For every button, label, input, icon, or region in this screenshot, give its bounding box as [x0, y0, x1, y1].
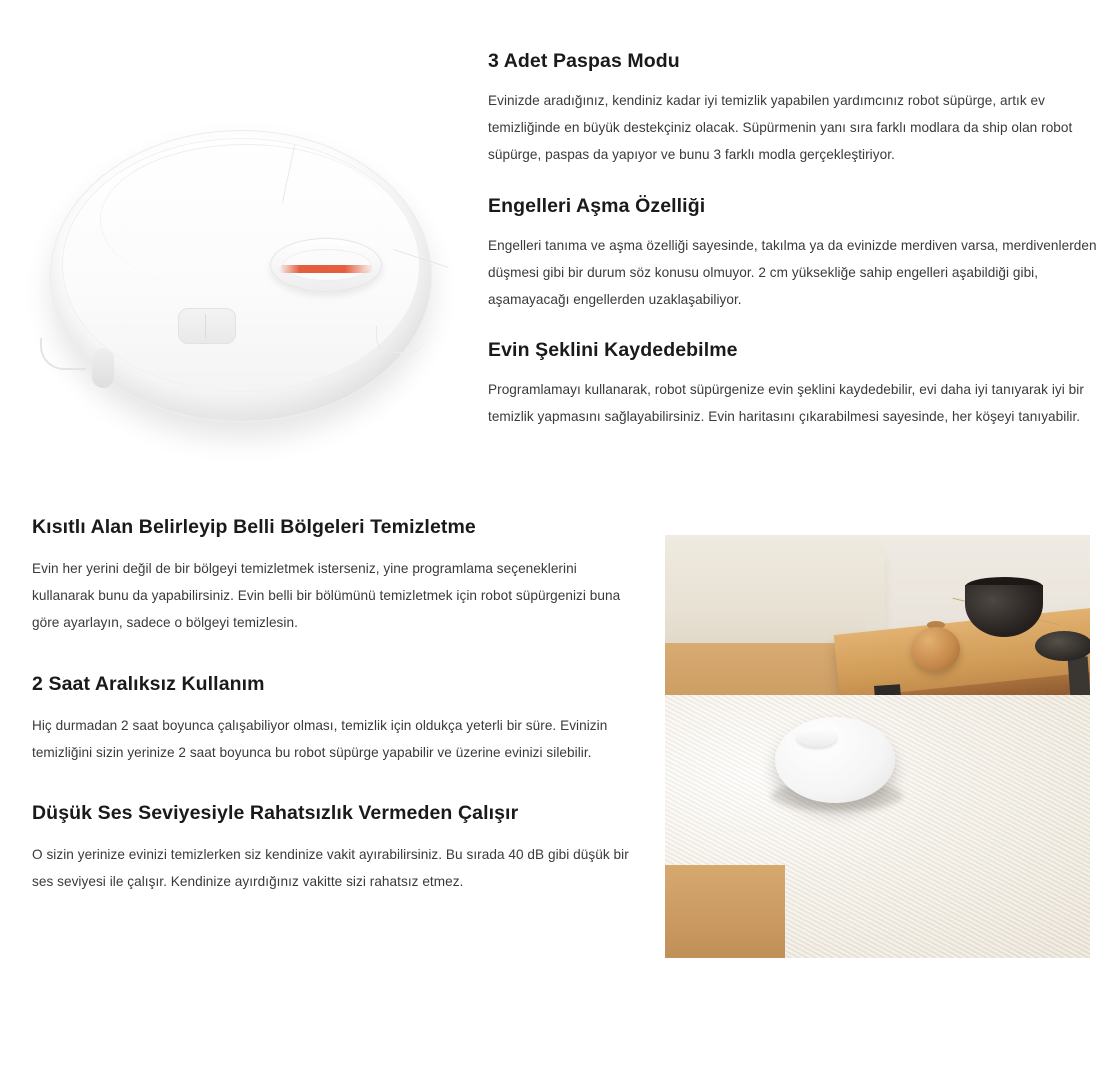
lidar-red-stripe: [279, 265, 373, 273]
robot-bumper-gap: [376, 326, 425, 353]
feature-title: Evin Şeklini Kaydedebilme: [488, 339, 738, 362]
photo-robot-lidar: [797, 727, 837, 747]
feature-block: [32, 802, 632, 895]
feature-title: Düşük Ses Seviyesiyle Rahatsızlık Vermeden Çalışır: [32, 801, 519, 824]
feature-title: 2 Saat Aralıksız Kullanım: [32, 672, 265, 695]
photo-ceramic-pot: [912, 627, 960, 671]
lifestyle-image-living-room: [665, 535, 1090, 958]
feature-title: 3 Adet Paspas Modu: [488, 50, 680, 72]
feature-block: [488, 50, 1102, 169]
robot-cable-shape: [40, 338, 86, 370]
feature-body: O sizin yerinize evinizi temizlerken siz kendinize vakit ayırabilirsiniz. Bu sırada 40 dB gibi düşük bir ses seviyesi ile çalışır. Kendinize ayırdığınız vakitte sizi rahatsız etmez.: [32, 846, 629, 890]
lidar-turret-icon: [270, 238, 382, 292]
feature-block: [488, 195, 1102, 314]
feature-title: Kısıtlı Alan Belirleyip Belli Bölgeleri Temizletme: [32, 516, 476, 538]
feature-block: [32, 516, 632, 637]
robot-vacuum-illustration: [40, 130, 440, 430]
feature-body: Programlamayı kullanarak, robot süpürgenize evin şeklini kaydedebilir, evi daha iyi tanıyarak iyi bir temizlik yapmasını sağlayabilirsiniz. Evin haritasını çıkarabilmesi sayesinde, her köşeyi tanıyabilir.: [488, 382, 1084, 425]
feature-body: Engelleri tanıma ve aşma özelliği sayesinde, takılma ya da evinizde merdiven varsa, merdivenlerden düşmesi gibi bir durum söz konusu olmuyor. 2 cm yüksekliğe sahip engelleri aşabildiği gibi, aşamayacağı engellerden uzaklaşabiliyor.: [488, 237, 1097, 307]
robot-button-pad: [178, 308, 236, 344]
feature-title: Engelleri Aşma Özelliği: [488, 194, 706, 217]
robot-side-sensor: [92, 348, 114, 388]
top-section: [0, 30, 1116, 500]
bottom-section: [0, 508, 1116, 978]
feature-body: Evin her yerini değil de bir bölgeyi temizletmek isterseniz, yine programlama seçeneklerini kullanarak bunu da yapabilirsiniz. Evin belli bir bölümünü temizletmek için robot süpürgenizi buna göre ayarlayın, sadece o bölgeyi temizlesin.: [32, 561, 621, 631]
product-image-robot-vacuum: [20, 70, 460, 470]
feature-body: Hiç durmadan 2 saat boyunca çalışabiliyor olması, temizlik için oldukça yeterli bir süre. Evinizin temizliğini sizin yerinize 2 saat boyunca bu robot süpürge yapabilir ve üzerine evinizi silebilir.: [32, 717, 608, 760]
bottom-text-column: [32, 516, 632, 931]
photo-robot-vacuum: [775, 717, 895, 803]
feature-block: [32, 673, 632, 766]
top-text-column: [488, 50, 1102, 431]
photo-dark-plate: [1035, 631, 1090, 661]
photo-wood-floor-bottom: [665, 865, 785, 958]
feature-body: Evinizde aradığınız, kendiniz kadar iyi temizlik yapabilen yardımcınız robot süpürge, artık ev temizliğinde en büyük destekçiniz olacak. Süpürmenin yanı sıra farklı modlara da ship olan robot süpürge, paspas da yapıyor ve bunu 3 farklı modla gerçekleştiriyor.: [488, 93, 1073, 163]
feature-block: [488, 339, 1102, 430]
